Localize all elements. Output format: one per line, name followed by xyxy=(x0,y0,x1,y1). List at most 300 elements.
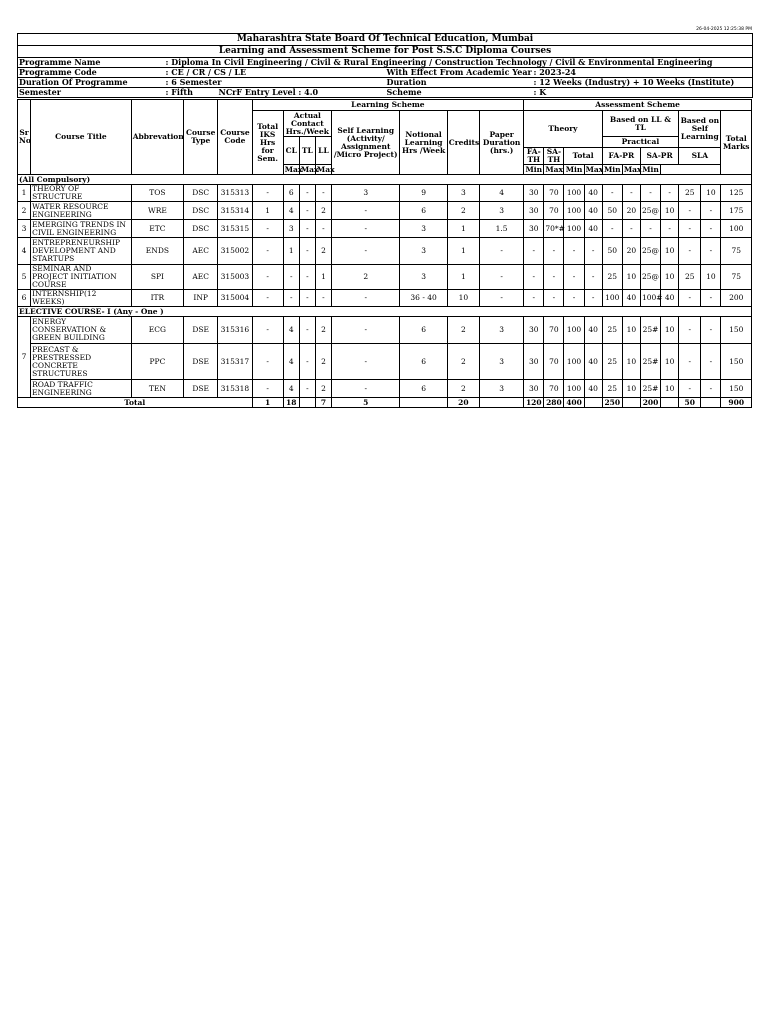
sla-min: - xyxy=(701,238,721,265)
theory-total-max: - xyxy=(564,265,584,290)
sr-no: 6 xyxy=(18,290,31,307)
sa-pr-min: 10 xyxy=(661,380,679,398)
col-max: Max xyxy=(300,164,319,174)
sa-th-max: - xyxy=(544,265,564,290)
semester-label: Semester xyxy=(18,88,165,98)
table-row xyxy=(18,344,752,380)
sa-pr-min: 40 xyxy=(661,290,679,307)
total-marks: 175 xyxy=(721,202,752,220)
theory-total-min: - xyxy=(584,290,602,307)
course-type: AEC xyxy=(184,265,218,290)
course-code: 315004 xyxy=(218,290,252,307)
fa-pr-min: 10 xyxy=(622,380,640,398)
course-title: INTERNSHIP(12 WEEKS) xyxy=(31,290,132,307)
sla-min: - xyxy=(701,344,721,380)
abbreviation: WRE xyxy=(131,202,183,220)
print-timestamp: 26-04-2025 12:25:38 PM xyxy=(696,27,752,32)
fa-th-max: 30 xyxy=(524,344,544,380)
ll-hrs: - xyxy=(315,185,331,202)
course-title: ENTREPRENEURSHIP DEVELOPMENT AND STARTUPS xyxy=(31,238,132,265)
group-compulsory: (All Compulsory) xyxy=(18,175,752,185)
col-max: Max xyxy=(585,164,604,174)
self-learning-hrs: 2 xyxy=(332,265,400,290)
scheme-value: : K xyxy=(533,88,753,98)
duration-value: : 12 Weeks (Industry) + 10 Weeks (Institute) xyxy=(533,78,753,88)
total-theory: 400 xyxy=(564,398,584,408)
col-fa-pr: FA-PR xyxy=(602,148,640,165)
total-marks: 125 xyxy=(721,185,752,202)
theory-total-max: 100 xyxy=(564,202,584,220)
notional-hrs: 3 xyxy=(400,265,447,290)
theory-total-max: 100 xyxy=(564,220,584,238)
fa-pr-min: - xyxy=(622,220,640,238)
learning-scheme-header: Learning Scheme xyxy=(252,100,524,111)
cl-hrs: 3 xyxy=(283,220,299,238)
theory-total-min: 40 xyxy=(584,317,602,344)
abbreviation: TEN xyxy=(131,380,183,398)
wef-value: : 2023-24 xyxy=(533,68,753,78)
sla-max: - xyxy=(679,380,701,398)
iks-hrs: - xyxy=(252,220,283,238)
iks-hrs: 1 xyxy=(252,202,283,220)
sla-max: - xyxy=(679,220,701,238)
total-theory-min xyxy=(584,398,602,408)
paper-duration: - xyxy=(479,238,523,265)
col-abbreviation: Abbrevation xyxy=(131,100,183,175)
col-theory: Theory xyxy=(524,111,602,148)
sa-th-max: - xyxy=(544,238,564,265)
tl-hrs: - xyxy=(299,344,315,380)
total-marks: 75 xyxy=(721,265,752,290)
col-course-title: Course Title xyxy=(31,100,132,175)
col-sa-pr: SA-PR xyxy=(640,148,678,165)
sa-th-max: 70 xyxy=(544,202,564,220)
self-learning-hrs: 3 xyxy=(332,185,400,202)
tl-hrs: - xyxy=(299,290,315,307)
paper-duration: - xyxy=(479,290,523,307)
col-based-ll-tl: Based on LL & TL xyxy=(602,111,678,137)
notional-hrs: 36 - 40 xyxy=(400,290,447,307)
total-fa-pr: 250 xyxy=(602,398,622,408)
total-notional xyxy=(400,398,447,408)
fa-pr-min: 10 xyxy=(622,317,640,344)
sa-pr-min: - xyxy=(661,185,679,202)
col-sa-th: SA-TH xyxy=(544,148,564,165)
col-fa-th: FA-TH xyxy=(524,148,544,165)
fa-pr-max: 25 xyxy=(602,265,622,290)
fa-pr-min: 20 xyxy=(622,238,640,265)
total-paper-duration xyxy=(479,398,523,408)
fa-pr-max: - xyxy=(602,185,622,202)
theory-total-min: 40 xyxy=(584,344,602,380)
col-course-type: Course Type xyxy=(184,100,218,175)
sa-pr-max: 25# xyxy=(640,344,660,380)
course-code: 315313 xyxy=(218,185,252,202)
col-theory-total: Total xyxy=(564,148,602,165)
sa-th-max: 70 xyxy=(544,380,564,398)
total-cl: 18 xyxy=(283,398,299,408)
cl-hrs: 4 xyxy=(283,344,299,380)
course-code: 315317 xyxy=(218,344,252,380)
total-marks: 75 xyxy=(721,238,752,265)
abbreviation: ETC xyxy=(131,220,183,238)
scheme-title: Learning and Assessment Scheme for Post S.S.C Diploma Courses xyxy=(18,46,753,58)
totals-label: Total xyxy=(18,398,253,408)
tl-hrs: - xyxy=(299,317,315,344)
notional-hrs: 3 xyxy=(400,220,447,238)
sla-min: - xyxy=(701,290,721,307)
fa-pr-max: 100 xyxy=(602,290,622,307)
programme-header xyxy=(17,33,753,98)
wef-label: With Effect From Academic Year xyxy=(386,67,532,77)
abbreviation: ENDS xyxy=(131,238,183,265)
total-fa-th: 120 xyxy=(524,398,544,408)
course-code: 315314 xyxy=(218,202,252,220)
total-sla: 50 xyxy=(679,398,701,408)
col-course-code: Course Code xyxy=(218,100,252,175)
sla-max: - xyxy=(679,290,701,307)
table-row xyxy=(18,238,752,265)
self-learning-hrs: - xyxy=(332,290,400,307)
credits: 1 xyxy=(447,220,479,238)
total-sa-th: 280 xyxy=(544,398,564,408)
paper-duration: 1.5 xyxy=(479,220,523,238)
sla-min: 10 xyxy=(701,265,721,290)
sa-pr-max: 25@ xyxy=(640,265,660,290)
fa-pr-min: 10 xyxy=(622,344,640,380)
self-learning-hrs: - xyxy=(332,317,400,344)
sr-no: 4 xyxy=(18,238,31,265)
duration-label: Duration xyxy=(386,78,533,88)
col-tl: TL xyxy=(299,137,315,165)
col-based-self-learning: Based on Self Learning xyxy=(679,111,721,148)
course-type: DSE xyxy=(184,344,218,380)
iks-hrs: - xyxy=(252,265,283,290)
iks-hrs: - xyxy=(252,238,283,265)
total-marks: 150 xyxy=(721,317,752,344)
total-credits: 20 xyxy=(447,398,479,408)
programme-name-value: : Diploma In Civil Engineering / Civil & Rural Engineering / Construction Technology / Civil & Environmental Engineering xyxy=(165,58,753,68)
sr-no: 7 xyxy=(18,317,31,398)
col-credits: Credits xyxy=(447,111,479,175)
table-row xyxy=(18,380,752,398)
fa-pr-max: 50 xyxy=(602,202,622,220)
abbreviation: SPI xyxy=(131,265,183,290)
cl-hrs: 6 xyxy=(283,185,299,202)
fa-pr-max: 25 xyxy=(602,317,622,344)
notional-hrs: 6 xyxy=(400,380,447,398)
sla-min: - xyxy=(701,317,721,344)
scheme-label: Scheme xyxy=(386,88,533,98)
sla-max: - xyxy=(679,202,701,220)
fa-pr-max: 50 xyxy=(602,238,622,265)
abbreviation: ECG xyxy=(131,317,183,344)
iks-hrs: - xyxy=(252,290,283,307)
total-self-learning: 5 xyxy=(332,398,400,408)
tl-hrs: - xyxy=(299,185,315,202)
col-ll: LL xyxy=(315,137,331,165)
fa-pr-max: - xyxy=(602,220,622,238)
col-sr-no: Sr No xyxy=(18,100,31,175)
total-sa-pr-min xyxy=(661,398,679,408)
col-max: Max xyxy=(316,164,335,174)
course-type: INP xyxy=(184,290,218,307)
course-type: DSC xyxy=(184,185,218,202)
cl-hrs: - xyxy=(283,265,299,290)
sla-min: 10 xyxy=(701,185,721,202)
fa-th-max: - xyxy=(524,238,544,265)
iks-hrs: - xyxy=(252,317,283,344)
tl-hrs: - xyxy=(299,220,315,238)
course-code: 315002 xyxy=(218,238,252,265)
ll-hrs: - xyxy=(315,220,331,238)
credits: 3 xyxy=(447,185,479,202)
paper-duration: 3 xyxy=(479,344,523,380)
cl-hrs: 1 xyxy=(283,238,299,265)
col-paper-duration: Paper Duration (hrs.) xyxy=(479,111,523,175)
fa-pr-min: 20 xyxy=(622,202,640,220)
course-code: 315315 xyxy=(218,220,252,238)
group-elective: ELECTIVE COURSE- I (Any - One ) xyxy=(18,307,752,317)
table-row xyxy=(18,265,752,290)
abbreviation: PPC xyxy=(131,344,183,380)
total-marks: 150 xyxy=(721,344,752,380)
fa-pr-min: 10 xyxy=(622,265,640,290)
fa-th-max: 30 xyxy=(524,220,544,238)
course-code: 315316 xyxy=(218,317,252,344)
col-sla: SLA xyxy=(679,148,721,165)
cl-hrs: 4 xyxy=(283,380,299,398)
credits: 10 xyxy=(447,290,479,307)
ll-hrs: 2 xyxy=(315,380,331,398)
sa-th-max: 70 xyxy=(544,317,564,344)
abbreviation: ITR xyxy=(131,290,183,307)
col-actual-contact: Actual Contact Hrs./Week xyxy=(283,111,331,137)
fa-th-max: 30 xyxy=(524,185,544,202)
programme-name-label: Programme Name xyxy=(18,58,165,68)
ll-hrs: 2 xyxy=(315,344,331,380)
theory-total-max: 100 xyxy=(564,344,584,380)
ll-hrs: 2 xyxy=(315,202,331,220)
paper-duration: 3 xyxy=(479,317,523,344)
notional-hrs: 9 xyxy=(400,185,447,202)
theory-total-max: 100 xyxy=(564,380,584,398)
sr-no: 1 xyxy=(18,185,31,202)
duration-programme-value: : 6 Semester xyxy=(165,78,386,88)
table-row xyxy=(18,290,752,307)
col-total-marks: Total Marks xyxy=(721,111,752,175)
sr-no: 2 xyxy=(18,202,31,220)
sa-pr-min: 10 xyxy=(661,344,679,380)
sa-pr-max: 25@ xyxy=(640,202,660,220)
credits: 1 xyxy=(447,265,479,290)
credits: 2 xyxy=(447,344,479,380)
credits: 1 xyxy=(447,238,479,265)
fa-pr-max: 25 xyxy=(602,380,622,398)
course-title: ROAD TRAFFIC ENGINEERING xyxy=(31,380,132,398)
sla-max: 25 xyxy=(679,185,701,202)
col-min: Min xyxy=(642,164,659,174)
theory-total-min: 40 xyxy=(584,220,602,238)
credits: 2 xyxy=(447,317,479,344)
semester-value: : Fifth xyxy=(165,88,218,98)
iks-hrs: - xyxy=(252,185,283,202)
sa-pr-min: 10 xyxy=(661,317,679,344)
learning-assessment-table xyxy=(17,99,752,408)
credits: 2 xyxy=(447,202,479,220)
total-marks: 150 xyxy=(721,380,752,398)
col-min: Min xyxy=(565,164,583,174)
col-max: Max xyxy=(545,164,563,174)
sla-max: - xyxy=(679,344,701,380)
table-row xyxy=(18,220,752,238)
notional-hrs: 6 xyxy=(400,317,447,344)
theory-total-max: - xyxy=(564,290,584,307)
course-type: DSE xyxy=(184,380,218,398)
theory-total-min: - xyxy=(584,238,602,265)
ncrf-level: NCrF Entry Level : 4.0 xyxy=(218,88,386,98)
fa-pr-min: - xyxy=(622,185,640,202)
sr-no: 5 xyxy=(18,265,31,290)
self-learning-hrs: - xyxy=(332,202,400,220)
course-title: PRECAST & PRESTRESSED CONCRETE STRUCTURES xyxy=(31,344,132,380)
theory-total-max: - xyxy=(564,238,584,265)
self-learning-hrs: - xyxy=(332,238,400,265)
sr-no: 3 xyxy=(18,220,31,238)
sa-pr-max: 25# xyxy=(640,317,660,344)
fa-th-max: 30 xyxy=(524,380,544,398)
total-sla-min xyxy=(701,398,721,408)
sa-th-max: - xyxy=(544,290,564,307)
total-sa-pr: 200 xyxy=(640,398,660,408)
assessment-scheme-header: Assessment Scheme xyxy=(524,100,752,111)
cl-hrs: - xyxy=(283,290,299,307)
theory-total-min: 40 xyxy=(584,380,602,398)
sla-max: 25 xyxy=(679,265,701,290)
theory-total-min: - xyxy=(584,265,602,290)
course-title: ENERGY CONSERVATION & GREEN BUILDING xyxy=(31,317,132,344)
sa-th-max: 70 xyxy=(544,185,564,202)
sa-pr-min: 10 xyxy=(661,238,679,265)
theory-total-min: 40 xyxy=(584,202,602,220)
col-min: Min xyxy=(525,164,543,174)
ll-hrs: - xyxy=(315,290,331,307)
fa-th-max: 30 xyxy=(524,317,544,344)
table-row xyxy=(18,317,752,344)
sa-pr-min: 10 xyxy=(661,265,679,290)
paper-duration: - xyxy=(479,265,523,290)
sa-pr-max: 25@ xyxy=(640,238,660,265)
credits: 2 xyxy=(447,380,479,398)
sa-pr-max: 100# xyxy=(640,290,660,307)
sa-pr-max: - xyxy=(640,220,660,238)
totals-row xyxy=(18,398,752,408)
course-type: DSC xyxy=(184,220,218,238)
table-row xyxy=(18,185,752,202)
col-notional: Notional Learning Hrs /Week xyxy=(400,111,447,175)
sa-pr-min: - xyxy=(661,220,679,238)
tl-hrs: - xyxy=(299,265,315,290)
abbreviation: TOS xyxy=(131,185,183,202)
col-total-iks: Total IKS Hrs for Sem. xyxy=(252,111,283,175)
tl-hrs: - xyxy=(299,202,315,220)
col-practical: Practical xyxy=(602,137,678,148)
theory-total-min: 40 xyxy=(584,185,602,202)
iks-hrs: - xyxy=(252,380,283,398)
total-marks: 200 xyxy=(721,290,752,307)
tl-hrs: - xyxy=(299,380,315,398)
course-type: DSC xyxy=(184,202,218,220)
tl-hrs: - xyxy=(299,238,315,265)
col-max: Max xyxy=(623,164,642,174)
sla-max: - xyxy=(679,317,701,344)
col-max: Max xyxy=(284,164,303,174)
notional-hrs: 6 xyxy=(400,202,447,220)
course-code: 315318 xyxy=(218,380,252,398)
sa-pr-min: 10 xyxy=(661,202,679,220)
course-title: SEMINAR AND PROJECT INITIATION COURSE xyxy=(31,265,132,290)
notional-hrs: 3 xyxy=(400,238,447,265)
sa-th-max: 70*# xyxy=(544,220,564,238)
course-title: WATER RESOURCE ENGINEERING xyxy=(31,202,132,220)
course-type: DSE xyxy=(184,317,218,344)
fa-th-max: 30 xyxy=(524,202,544,220)
cl-hrs: 4 xyxy=(283,202,299,220)
self-learning-hrs: - xyxy=(332,220,400,238)
grand-total-marks: 900 xyxy=(721,398,752,408)
sla-min: - xyxy=(701,220,721,238)
ll-hrs: 2 xyxy=(315,238,331,265)
duration-programme-label: Duration Of Programme xyxy=(18,78,165,88)
cl-hrs: 4 xyxy=(283,317,299,344)
fa-pr-max: 25 xyxy=(602,344,622,380)
paper-duration: 3 xyxy=(479,380,523,398)
col-cl: CL xyxy=(283,137,299,165)
fa-th-max: - xyxy=(524,265,544,290)
sa-pr-max: - xyxy=(640,185,660,202)
col-min: Min xyxy=(603,164,621,174)
sa-th-max: 70 xyxy=(544,344,564,380)
course-type: AEC xyxy=(184,238,218,265)
table-row xyxy=(18,202,752,220)
ll-hrs: 2 xyxy=(315,317,331,344)
course-title: EMERGING TRENDS IN CIVIL ENGINEERING xyxy=(31,220,132,238)
notional-hrs: 6 xyxy=(400,344,447,380)
sla-min: - xyxy=(701,380,721,398)
theory-total-max: 100 xyxy=(564,185,584,202)
paper-duration: 4 xyxy=(479,185,523,202)
col-self-learning: Self Learning (Activity/ Assignment /Micro Project) xyxy=(332,111,400,175)
board-name: Maharashtra State Board Of Technical Education, Mumbai xyxy=(18,34,753,46)
total-ll: 7 xyxy=(315,398,331,408)
sla-min: - xyxy=(701,202,721,220)
iks-hrs: - xyxy=(252,344,283,380)
course-title: THEORY OF STRUCTURE xyxy=(31,185,132,202)
total-iks: 1 xyxy=(252,398,283,408)
theory-total-max: 100 xyxy=(564,317,584,344)
sa-pr-max: 25# xyxy=(640,380,660,398)
fa-th-max: - xyxy=(524,290,544,307)
self-learning-hrs: - xyxy=(332,344,400,380)
programme-code-value: : CE / CR / CS / LE xyxy=(165,68,386,78)
programme-code-label: Programme Code xyxy=(18,68,165,78)
total-marks: 100 xyxy=(721,220,752,238)
total-fa-pr-min xyxy=(622,398,640,408)
total-tl xyxy=(299,398,315,408)
self-learning-hrs: - xyxy=(332,380,400,398)
paper-duration: 3 xyxy=(479,202,523,220)
fa-pr-min: 40 xyxy=(622,290,640,307)
